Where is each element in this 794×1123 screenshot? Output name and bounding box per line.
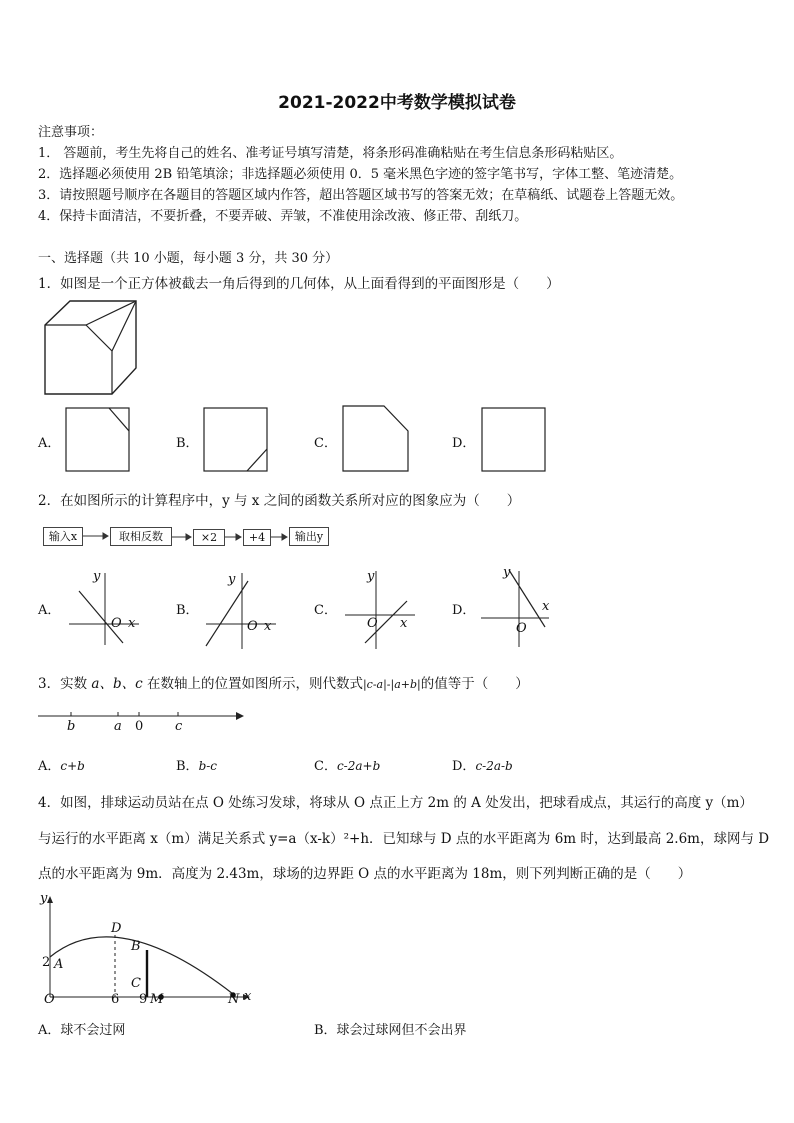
fig-label-a: A	[54, 957, 64, 972]
q3-option-d[interactable]	[452, 755, 513, 774]
option-label: B．	[176, 759, 199, 774]
numline-label-zero: 0	[135, 719, 144, 734]
notice-item: 4．保持卡面清洁，不要折叠，不要弄破、弄皱，不准使用涂改液、修正带、刮纸刀。	[38, 209, 528, 224]
q4-option-b[interactable]: B．球会过球网但不会出界	[314, 1023, 467, 1038]
q2-option-b-graph	[202, 567, 282, 652]
fig-label-c: C	[131, 976, 141, 991]
axis-label-y: y	[228, 572, 236, 587]
axis-label-x: x	[542, 599, 550, 614]
flow-plus4-box: +4	[243, 529, 271, 546]
q2-option-d[interactable]: D．	[452, 603, 476, 618]
q3-option-a[interactable]	[38, 755, 85, 774]
q1-option-a[interactable]: A．	[38, 436, 61, 451]
notice-item: 1． 答题前，考生先将自己的姓名、准考证号填写清楚，将条形码准确粘贴在考生信息条形码粘贴区。	[38, 146, 623, 161]
notice-heading: 注意事项：	[38, 125, 104, 140]
axis-label-y: y	[93, 569, 101, 584]
fig-label-2: 2	[42, 955, 51, 970]
q2-option-c[interactable]: C．	[314, 603, 337, 618]
q1-option-d[interactable]: D．	[452, 436, 476, 451]
q1-option-b[interactable]: B．	[176, 436, 199, 451]
axis-label-x: x	[264, 619, 272, 634]
q1-option-c[interactable]: C．	[314, 436, 337, 451]
question-4-line: 与运行的水平距离 x（m）满足关系式 y=a（x-k）²+h．已知球与 D 点的水平距离为 6m 时，达到最高 2.6m，球网与 D	[38, 831, 770, 847]
fig-label-o: O	[44, 992, 55, 1007]
q2-option-a[interactable]: A．	[38, 603, 61, 618]
option-label: C．	[314, 759, 337, 774]
option-value: c-2a+b	[336, 759, 381, 773]
question-2-stem: 2．在如图所示的计算程序中，y 与 x 之间的函数关系所对应的图象应为（ ）	[38, 493, 521, 509]
fig-label-b: B	[131, 939, 141, 954]
q2-option-b[interactable]: B．	[176, 603, 199, 618]
question-1-stem: 1．如图是一个正方体被截去一角后得到的几何体，从上面看得到的平面图形是（ ）	[38, 276, 560, 292]
q3-option-c[interactable]	[314, 755, 380, 774]
notice-item: 3．请按照题号顺序在各题目的答题区域内作答，超出答题区域书写的答案无效；在草稿纸、试题卷上答题无效。	[38, 188, 684, 203]
section-heading: 一、选择题（共 10 小题，每小题 3 分，共 30 分）	[38, 251, 339, 266]
question-4-line: 点的水平距离为 9m．高度为 2.43m，球场的边界距 O 点的水平距离为 18m，则下列判断正确的是（ ）	[38, 866, 692, 882]
fig-label-m: M	[150, 992, 164, 1007]
fig-label-d: D	[111, 921, 122, 936]
fig-label-6: 6	[111, 992, 120, 1007]
question-4-line: 4．如图，排球运动员站在点 O 处练习发球，将球从 O 点正上方 2m 的 A 处发出，把球看成点，其运行的高度 y（m）	[38, 795, 753, 811]
flow-times2-box: ×2	[193, 529, 225, 546]
q2-option-c-graph	[341, 567, 421, 652]
stem-text: 的值等于（ ）	[420, 676, 529, 692]
option-value: c+b	[60, 759, 85, 773]
option-value: c-2a-b	[475, 759, 513, 773]
stem-expression: |c-a|-|a+b|	[362, 678, 421, 691]
axis-label-origin: O	[367, 616, 378, 631]
fig-label-n: N	[228, 992, 240, 1007]
axis-label-origin: O	[247, 619, 258, 634]
notice-item: 2．选择题必须使用 2B 铅笔填涂；非选择题必须使用 0．5 毫米黑色字迹的签字笔书写，字体工整、笔迹清楚。	[38, 167, 683, 182]
flow-input-box: 输入x	[43, 527, 83, 546]
numline-label-b: b	[67, 719, 76, 734]
q4-trajectory-figure	[40, 893, 255, 1005]
fig-label-y: y	[40, 891, 48, 906]
numline-label-c: c	[175, 719, 183, 734]
q4-option-a[interactable]: A．球不会过网	[38, 1023, 126, 1038]
stem-text: 在数轴上的位置如图所示，则代数式	[142, 676, 363, 692]
question-3-stem	[38, 672, 529, 692]
stem-variables: a、b、c	[91, 676, 143, 692]
fig-label-x: x	[244, 989, 252, 1004]
numline-label-a: a	[114, 719, 122, 734]
page-title: 2021-2022中考数学模拟试卷	[278, 93, 516, 113]
axis-label-y: y	[367, 569, 375, 584]
option-label: D．	[452, 759, 476, 774]
axis-label-y: y	[503, 565, 511, 580]
q3-option-b[interactable]	[176, 755, 217, 774]
flow-output-box: 输出y	[289, 527, 329, 546]
fig-label-9: 9	[139, 992, 148, 1007]
stem-text: 3．实数	[38, 676, 92, 692]
axis-label-x: x	[400, 616, 408, 631]
axis-label-origin: O	[111, 616, 122, 631]
flow-negate-box: 取相反数	[110, 527, 172, 546]
axis-label-origin: O	[516, 621, 527, 636]
axis-label-x: x	[128, 616, 136, 631]
option-label: A．	[38, 759, 61, 774]
q2-option-a-graph	[65, 567, 145, 647]
option-value: b-c	[198, 759, 218, 773]
